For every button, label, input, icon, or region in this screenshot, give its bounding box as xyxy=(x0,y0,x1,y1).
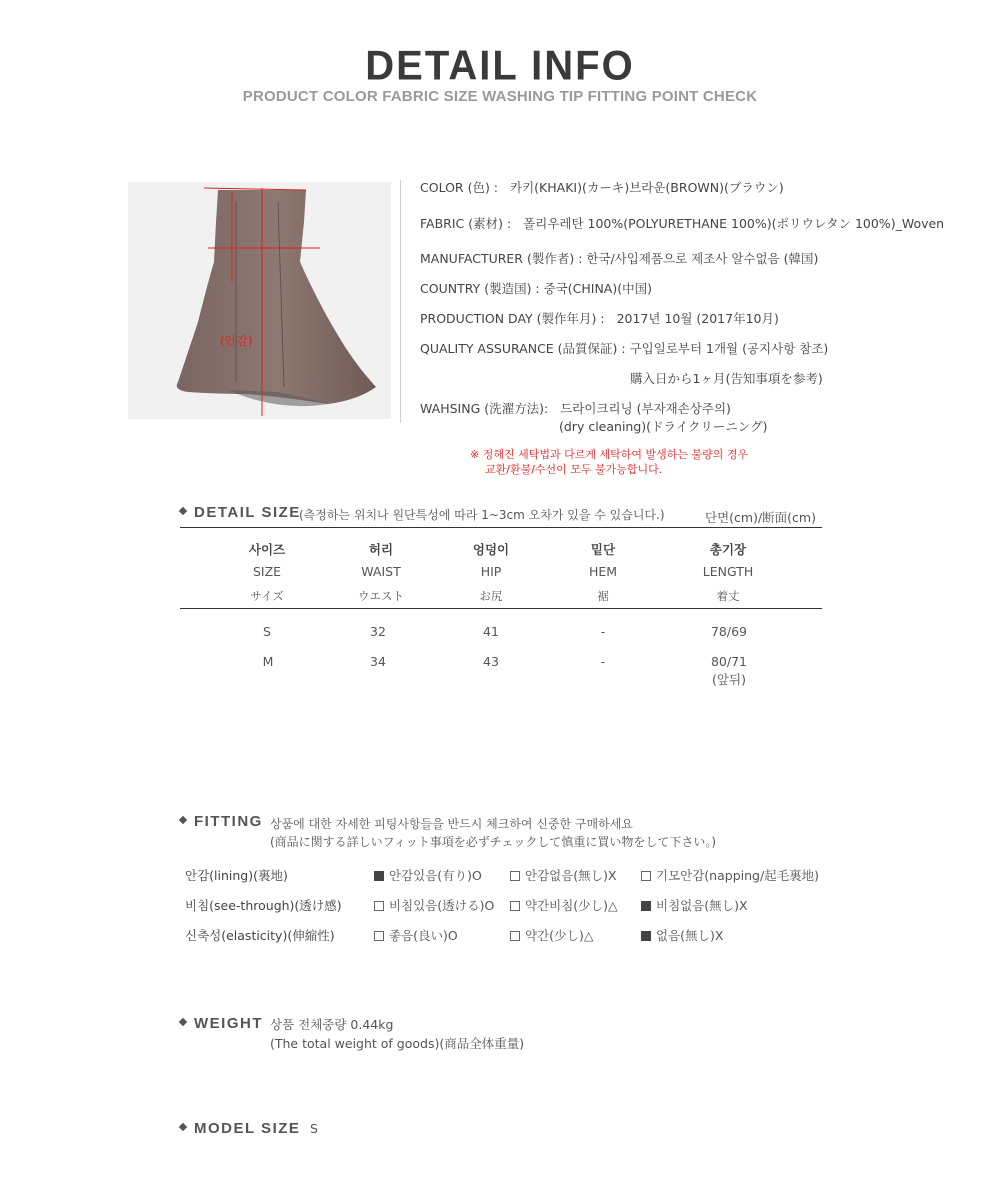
fitting-option-text: 안감있음(有り)O xyxy=(389,868,482,883)
table-top-line xyxy=(180,527,822,528)
production-row xyxy=(420,309,779,327)
col-length-eng: LENGTH xyxy=(702,564,754,579)
checked-box-icon xyxy=(374,871,384,881)
notice-line-1: ※ 정해진 세탁법과 다르게 세탁하여 발생하는 불량의 경우 xyxy=(470,448,749,461)
production-label: PRODUCTION DAY (製作年月) : xyxy=(420,311,605,326)
fitting-option xyxy=(641,896,748,914)
cell-length-note: (앞뒤) xyxy=(712,672,746,687)
fitting-option-text: 없음(無し)X xyxy=(656,928,724,943)
product-photo xyxy=(128,182,391,419)
col-waist-jpn: ウエスト xyxy=(358,589,404,603)
fitting-option-text: 좋음(良い)O xyxy=(389,928,458,943)
page-title: DETAIL INFO xyxy=(365,42,635,90)
washing-row xyxy=(420,399,731,417)
model-size-heading-text: MODEL SIZE xyxy=(194,1120,301,1137)
cell-m-hem: - xyxy=(600,654,606,669)
production-value: 2017년 10월 (2017年10月) xyxy=(616,311,779,326)
cell-m-waist: 34 xyxy=(370,654,386,669)
diamond-bullet-icon xyxy=(179,1018,187,1026)
cell-m-hip: 43 xyxy=(483,654,499,669)
col-length-kor: 총기장 xyxy=(709,542,747,557)
manufacturer-row: MANUFACTURER (製作者) : 한국/사입제품으로 제조사 알수없음 (韓国) xyxy=(420,251,819,266)
unchecked-box-icon xyxy=(510,901,520,911)
weight-heading xyxy=(180,1015,263,1032)
color-label: COLOR (色) : xyxy=(420,180,499,195)
weight-heading-text: WEIGHT xyxy=(194,1015,263,1032)
fitting-option xyxy=(510,866,617,884)
skirt-illustration xyxy=(128,182,391,419)
fitting-label: 안감(lining)(裏地) xyxy=(185,868,288,883)
color-value: 카키(KHAKI)(カーキ)브라운(BROWN)(ブラウン) xyxy=(510,180,784,195)
unchecked-box-icon xyxy=(641,871,651,881)
model-size-value: S xyxy=(310,1121,318,1136)
fitting-note-jp: (商品に関する詳しいフィット事項を必ずチェックして慎重に買い物をして下さい。) xyxy=(270,835,717,849)
fabric-value: 폴리우레탄 100%(POLYURETHANE 100%)(ポリウレタン 100%)_Woven xyxy=(523,216,945,231)
col-waist-kor: 허리 xyxy=(368,542,394,557)
fitting-option xyxy=(374,926,458,944)
fitting-option xyxy=(374,866,482,884)
fitting-note: 상품에 대한 자세한 피팅사항들을 반드시 체크하여 신중한 구매하세요 xyxy=(270,817,633,831)
cell-s-size: S xyxy=(263,624,271,639)
fitting-option-text: 약간(少し)△ xyxy=(525,928,594,943)
col-hip-jpn: お尻 xyxy=(479,589,503,603)
washing-value: 드라이크리닝 (부자재손상주의) xyxy=(560,401,731,416)
weight-note: (The total weight of goods)(商品全体重量) xyxy=(270,1036,525,1051)
page-subtitle: PRODUCT COLOR FABRIC SIZE WASHING TIP FITTING POINT CHECK xyxy=(242,88,758,105)
detail-size-heading xyxy=(180,504,301,521)
washing-label: WAHSING (洗濯方法): xyxy=(420,401,549,416)
skirt-shape xyxy=(177,190,376,404)
cell-s-hem: - xyxy=(600,624,606,639)
col-size-eng: SIZE xyxy=(252,564,282,579)
col-size-jpn: サイズ xyxy=(250,589,284,603)
fitting-option xyxy=(510,926,594,944)
detail-size-unit: 단면(cm)/断面(cm) xyxy=(705,510,816,525)
fitting-heading xyxy=(180,813,263,830)
fitting-option xyxy=(641,926,723,944)
fitting-heading-text: FITTING xyxy=(194,813,263,830)
fitting-option-text: 비침있음(透ける)O xyxy=(389,898,495,913)
col-hip-kor: 엉덩이 xyxy=(472,542,510,557)
checked-box-icon xyxy=(641,901,651,911)
fitting-label: 신축성(elasticity)(伸縮性) xyxy=(185,928,335,943)
diamond-bullet-icon xyxy=(179,507,187,515)
lining-label: (안감) xyxy=(220,334,253,348)
col-hem-kor: 밑단 xyxy=(590,542,616,557)
model-size-heading xyxy=(180,1120,300,1137)
washing-notice xyxy=(470,447,748,477)
fitting-option-text: 비침없음(無し)X xyxy=(656,898,748,913)
col-hem-jpn: 裾 xyxy=(597,589,609,603)
cell-s-waist: 32 xyxy=(370,624,386,639)
unchecked-box-icon xyxy=(374,931,384,941)
cell-m-size: M xyxy=(262,654,274,669)
fitting-option-text: 약간비침(少し)△ xyxy=(525,898,618,913)
fitting-option-text: 기모안감(napping/起毛裏地) xyxy=(656,868,820,883)
waist-guide xyxy=(204,188,306,190)
color-row xyxy=(420,178,784,196)
country-row: COUNTRY (製造国) : 중국(CHINA)(中国) xyxy=(420,281,652,296)
unchecked-box-icon xyxy=(510,871,520,881)
quality-row-jp: 購入日から1ヶ月(告知事項を参考) xyxy=(630,371,823,386)
notice-line-2: 교환/환불/수선이 모두 불가능합니다. xyxy=(485,463,663,476)
detail-size-heading-text: DETAIL SIZE xyxy=(194,504,301,521)
diamond-bullet-icon xyxy=(179,816,187,824)
checked-box-icon xyxy=(641,931,651,941)
cell-s-hip: 41 xyxy=(483,624,499,639)
col-size-kor: 사이즈 xyxy=(248,542,286,557)
col-waist-eng: WAIST xyxy=(361,564,401,579)
table-header-line xyxy=(180,608,822,609)
unchecked-box-icon xyxy=(510,931,520,941)
info-divider xyxy=(400,180,401,423)
detail-size-note: (측정하는 위치나 원단특성에 따라 1~3cm 오차가 있을 수 있습니다.) xyxy=(299,508,665,522)
fitting-option xyxy=(510,896,618,914)
cell-s-length: 78/69 xyxy=(710,624,748,639)
col-hip-eng: HIP xyxy=(480,564,502,579)
washing-row-2: (dry cleaning)(ドライクリーニング) xyxy=(559,419,768,434)
fitting-option xyxy=(374,896,494,914)
fitting-option-text: 안감없음(無し)X xyxy=(525,868,617,883)
quality-row: QUALITY ASSURANCE (品質保証) : 구입일로부터 1개월 (공지사항 참조) xyxy=(420,341,829,356)
col-length-jpn: 着丈 xyxy=(716,589,740,603)
col-hem-eng: HEM xyxy=(588,564,618,579)
fitting-label: 비침(see-through)(透け感) xyxy=(185,898,342,913)
weight-value: 상품 전체중량 0.44kg xyxy=(270,1017,394,1032)
unchecked-box-icon xyxy=(374,901,384,911)
fitting-option xyxy=(641,866,819,884)
fabric-row xyxy=(420,214,944,232)
diamond-bullet-icon xyxy=(179,1123,187,1131)
cell-m-length: 80/71 xyxy=(710,654,748,669)
fabric-label: FABRIC (素材) : xyxy=(420,216,512,231)
